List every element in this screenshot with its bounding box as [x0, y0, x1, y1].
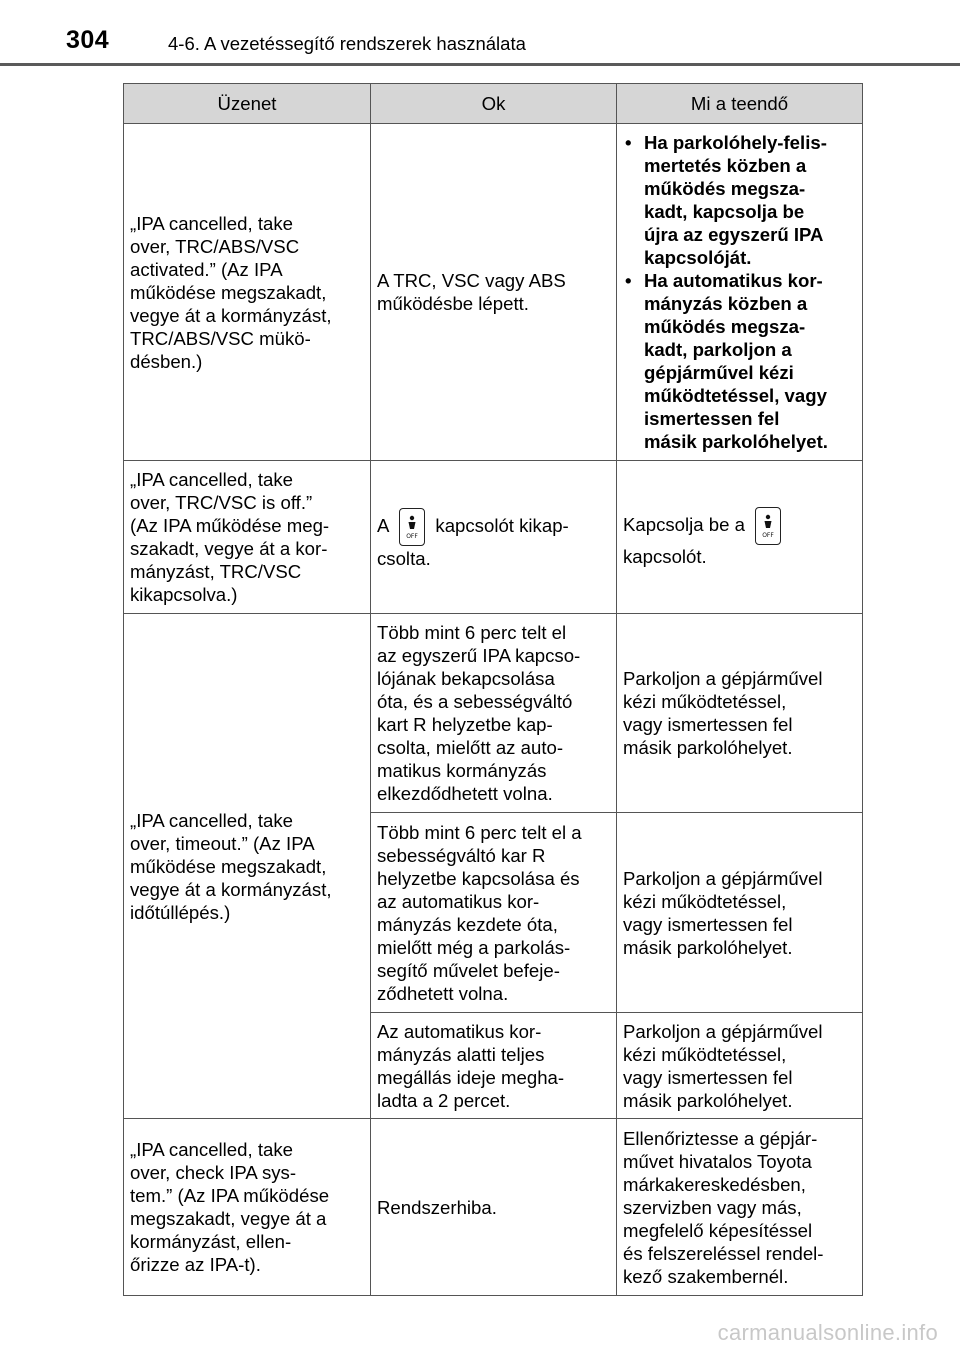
message-cell [124, 461, 371, 614]
ipa-switch-icon [755, 507, 781, 545]
section-title: 4-6. A vezetéssegítő rendszerek használata [168, 33, 526, 54]
action-text: Parkoljon a gépjárművel kézi működtetéssel, vagy ismertessen fel másik parkolóhelyet. [623, 1020, 823, 1111]
cause-cell [371, 124, 617, 461]
icon-label: OFF [406, 532, 419, 540]
cause-suffix: kapcsolót kikap- [435, 514, 569, 536]
action-prefix: Kapcsolja be a [623, 513, 745, 535]
list-item: • Ha parkolóhely-felis- mertetés közben a működés megsza- kadt, kapcsolja be újra az egyszerű IPA kapcsolóját. [623, 131, 856, 269]
action-cell [617, 614, 863, 813]
cause-text: Rendszerhiba. [377, 1196, 497, 1218]
list-item: • Ha automatikus kor- mányzás közben a működés megsza- kadt, parkoljon a gépjárművel kézi működtetéssel, vagy ismertessen fel másik parkolóhelyet. [623, 269, 856, 453]
cause-cell [371, 813, 617, 1013]
cause-line-1 [377, 505, 610, 547]
watermark: carmanualsonline.info [717, 1320, 938, 1345]
action-text: Ellenőriztesse a gépjár- művet hivatalos Toyota márkakereskedésben, szervizben vagy más, megfelelő képesítéssel és felszereléssel rendel- kező szakembernél. [623, 1127, 824, 1287]
cause-text: Több mint 6 perc telt el az egyszerű IPA kapcso- lójának bekapcsolása óta, és a sebességváltó kart R helyzetbe kap- csolta, mielőtt az auto- matikus kormányzás elkezdődhetett volna. [377, 622, 581, 804]
column-header-action: Mi a teendő [617, 84, 863, 124]
action-cell [617, 813, 863, 1013]
message-text: „IPA cancelled, take over, TRC/ABS/VSC activated.” (Az IPA működése megszakadt, vegye át a kormányzást, TRC/ABS/VSC mükö- désben.) [130, 212, 332, 372]
message-text: „IPA cancelled, take over, check IPA sys- tem.” (Az IPA működése megszakadt, vegye át a kormányzást, ellen- őrizze az IPA-t). [130, 1139, 330, 1275]
page-header [0, 0, 960, 66]
ipa-switch-icon [399, 508, 425, 546]
message-text: „IPA cancelled, take over, TRC/VSC is off.” (Az IPA működése meg- szakadt, vegye át a kor- mányzást, TRC/VSC kikapcsolva.) [130, 469, 330, 605]
table-row [124, 461, 863, 614]
action-cell [617, 1013, 863, 1119]
message-text: „IPA cancelled, take over, timeout.” (Az IPA működése megszakadt, vegye át a kormányzást, időtúllépés.) [130, 809, 332, 923]
column-header-message: Üzenet [124, 84, 371, 124]
message-cell [124, 1119, 371, 1296]
cause-cell [371, 1119, 617, 1296]
icon-label: OFF [762, 531, 774, 539]
page-number: 304 [66, 26, 110, 54]
action-cell [617, 124, 863, 461]
cause-prefix: A [377, 514, 390, 536]
cause-line-2: csolta. [377, 547, 431, 569]
action-text: Parkoljon a gépjárművel kézi működtetéssel, vagy ismertessen fel másik parkolóhelyet. [623, 668, 823, 758]
cause-text: Az automatikus kor- mányzás alatti teljes megállás ideje megha- ladta a 2 percet. [377, 1020, 565, 1111]
cause-cell [371, 1013, 617, 1119]
message-cell [124, 614, 371, 1119]
cause-text: A TRC, VSC vagy ABS működésbe lépett. [377, 270, 566, 314]
table-row [124, 1119, 863, 1296]
cause-text: Több mint 6 perc telt el a sebességváltó kar R helyzetbe kapcsolása és az automatikus kor- mányzás kezdete óta, mielőtt még a parkolás- segítő művelet befeje- ződhetett volna. [377, 821, 582, 1004]
column-header-cause: Ok [371, 84, 617, 124]
action-line-2: kapcsolót. [623, 545, 707, 567]
table-header-row [124, 84, 863, 124]
cause-cell [371, 461, 617, 614]
table-row [124, 124, 863, 461]
action-cell [617, 1119, 863, 1296]
message-cell [124, 124, 371, 461]
action-cell [617, 461, 863, 614]
action-line-1 [623, 507, 856, 545]
header-rule [0, 63, 960, 66]
table-row [124, 614, 863, 813]
action-text: Parkoljon a gépjárművel kézi működtetéssel, vagy ismertessen fel másik parkolóhelyet. [623, 867, 823, 958]
action-list [623, 131, 856, 453]
message-table [123, 83, 863, 1296]
cause-cell [371, 614, 617, 813]
